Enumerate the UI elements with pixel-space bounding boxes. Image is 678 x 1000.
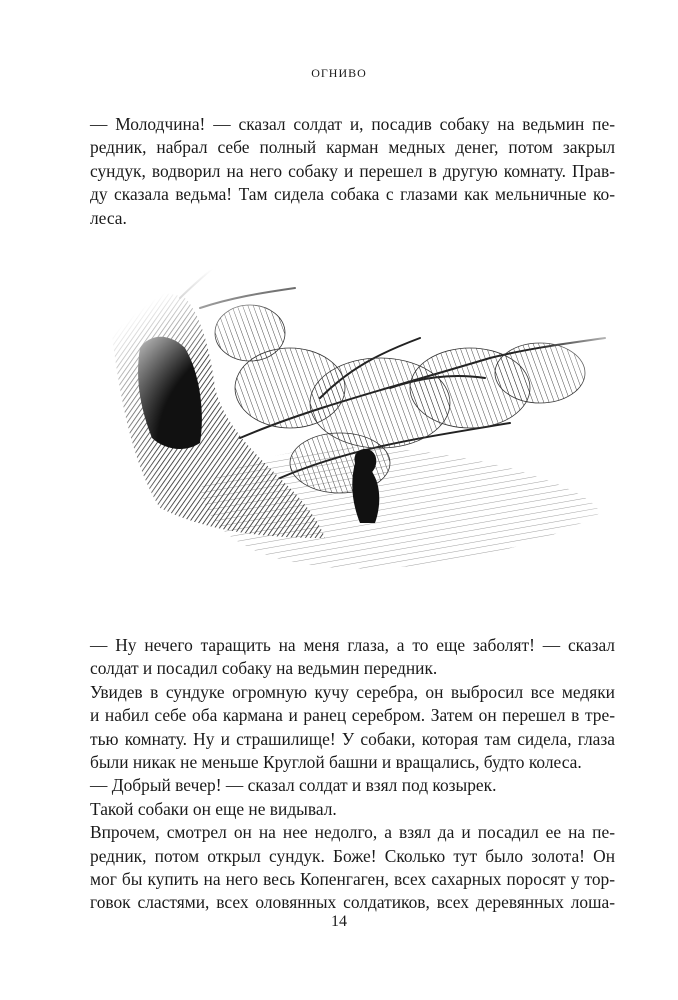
bottom-paragraph [70, 681, 615, 775]
text-line: — Молодчина! — сказал солдат и, посадив собаку на ведьмин пе- [90, 114, 615, 134]
text-line: — Добрый вечер! — сказал солдат и взял под козырек. [90, 775, 497, 796]
text-line: Впрочем, смотрел он на нее недолго, а взял да и посадил ее на пе- [90, 822, 615, 843]
text-line: редник, набрал себе полный карман медных денег, потом закрыл [90, 137, 615, 158]
text-line: Увидев в сундуке огромную кучу серебра, он выбросил все медяки [90, 681, 615, 702]
page-number: 14 [331, 913, 347, 930]
bottom-paragraph [70, 634, 615, 681]
top-paragraph [70, 113, 615, 230]
bottom-paragraph [70, 798, 615, 821]
bottom-paragraph [70, 821, 615, 915]
text-block-bottom [70, 634, 615, 915]
running-title: ОГНИВО [311, 66, 367, 80]
text-block-top [70, 113, 615, 230]
bottom-paragraph [70, 774, 615, 797]
text-line: Такой собаки он еще не видывал. [90, 798, 337, 819]
tree-illustration [90, 238, 610, 583]
text-line: редник, потом открыл сундук. Боже! Сколько тут было золота! Он [90, 845, 615, 866]
text-line: солдат и посадил собаку на ведьмин передник. [90, 658, 438, 679]
text-line: — Ну нечего таращить на меня глаза, а то еще заболят! — сказал [90, 635, 615, 655]
text-line: сундук, водворил на него собаку и перешел в другую комнату. Прав- [90, 160, 615, 181]
text-line: и набил себе оба кармана и ранец серебром. Затем он перешел в тре- [90, 705, 615, 726]
text-line: говок сластями, всех оловянных солдатиков, всех деревянных лоша- [90, 892, 615, 913]
text-line: ду сказала ведьма! Там сидела собака с глазами как мельничные ко- [90, 184, 615, 205]
text-line: мог бы купить на него весь Копенгаген, всех сахарных поросят у тор- [90, 869, 615, 890]
text-line: леса. [90, 207, 127, 228]
text-line: были никак не меньше Круглой башни и вращались, будто колеса. [90, 752, 582, 773]
text-line: тью комнату. Ну и страшилище! У собаки, которая там сидела, глаза [90, 728, 615, 749]
